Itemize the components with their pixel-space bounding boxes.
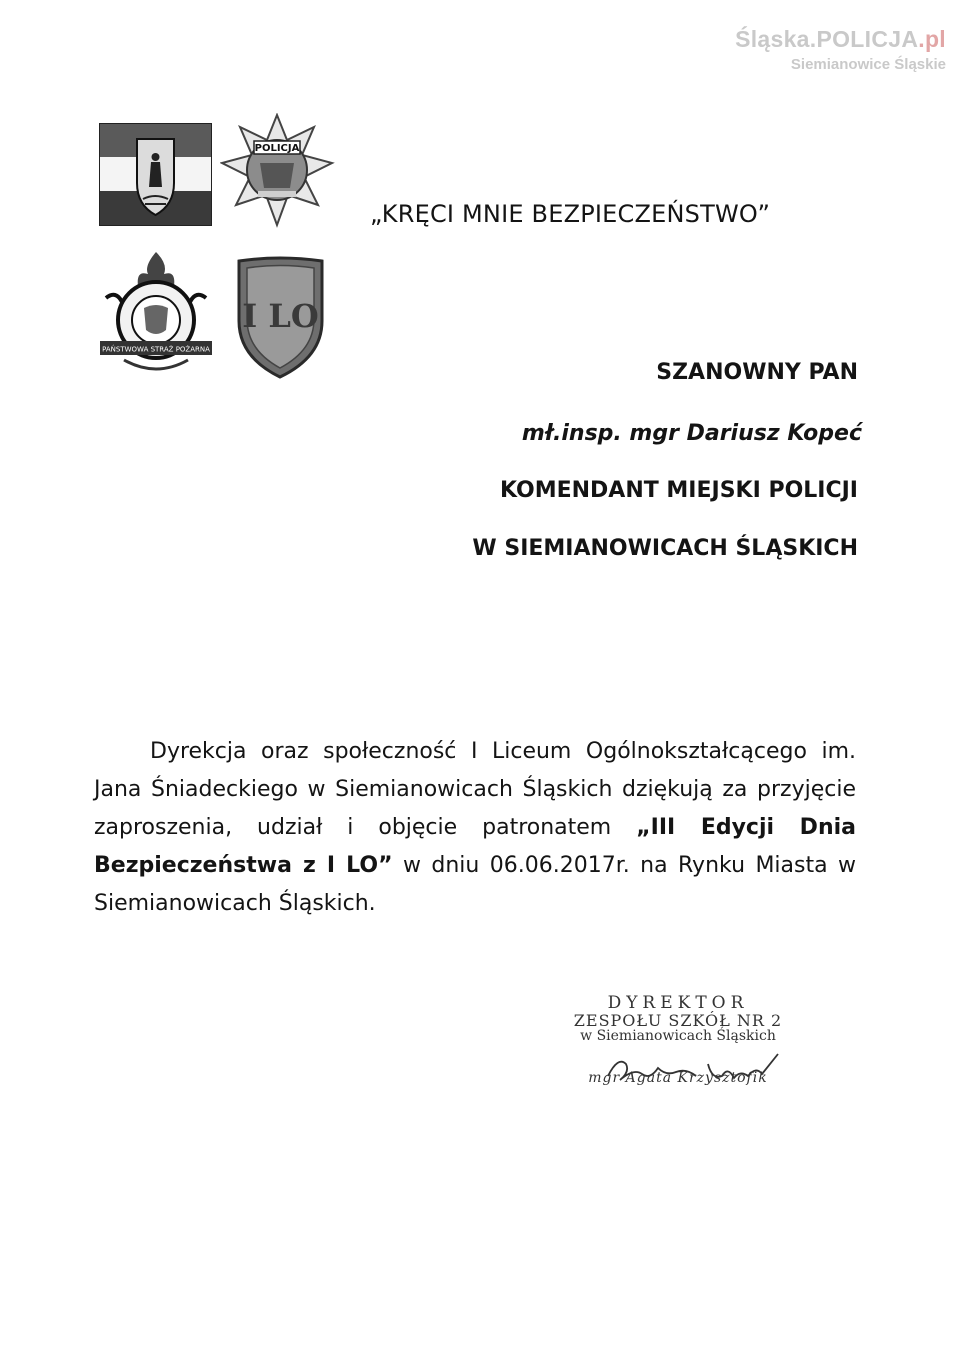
salutation: SZANOWNY PAN <box>656 360 858 385</box>
watermark-title: Śląska.POLICJA.pl <box>735 26 946 52</box>
city-flag-icon <box>99 123 212 226</box>
handwritten-signature <box>600 1046 790 1096</box>
letter-body <box>94 733 856 923</box>
addressee-name: mł.insp. mgr Dariusz Kopeć <box>521 421 862 446</box>
event-name: „III Edycji Dnia Bezpieczeństwa z I LO” <box>94 815 856 878</box>
school-shield-icon <box>233 255 328 380</box>
letter-paragraph: Dyrekcja oraz społeczność I Liceum Ogólnokształcącego im. Jana Śniadeckiego w Siemianowicach Śląskich dziękują za przyjęcie zaproszenia, udział i objęcie patronatem „III Edycji Dnia Bezpieczeństwa z I LO” w dniu 06.06.2017r. na Rynku Miasta w Siemianowicach Śląskich. <box>94 739 856 916</box>
addressee-title: KOMENDANT MIEJSKI POLICJI <box>499 478 858 503</box>
watermark <box>735 26 946 73</box>
police-star-icon <box>220 113 335 228</box>
slogan: „KRĘCI MNIE BEZPIECZEŃSTWO” <box>370 200 771 228</box>
watermark-subtitle: Siemianowice Śląskie <box>790 56 946 73</box>
stamp-line-3: w Siemianowicach Śląskich <box>580 1028 776 1044</box>
stamp-line-1: DYREKTOR <box>607 993 749 1013</box>
addressee-location: W SIEMIANOWICACH ŚLĄSKICH <box>472 536 858 561</box>
stamp-line-2: ZESPOŁU SZKÓŁ NR 2 <box>573 1011 783 1030</box>
fire-brigade-ribbon: PAŃSTWOWA STRAŻ POŻARNA <box>102 345 210 354</box>
fire-brigade-icon <box>96 250 216 380</box>
police-star-label: POLICJA <box>254 143 300 154</box>
stamp-line-4: mgr Agata Krzysztofik <box>588 1070 768 1086</box>
school-shield-letters: I LO <box>242 297 319 335</box>
